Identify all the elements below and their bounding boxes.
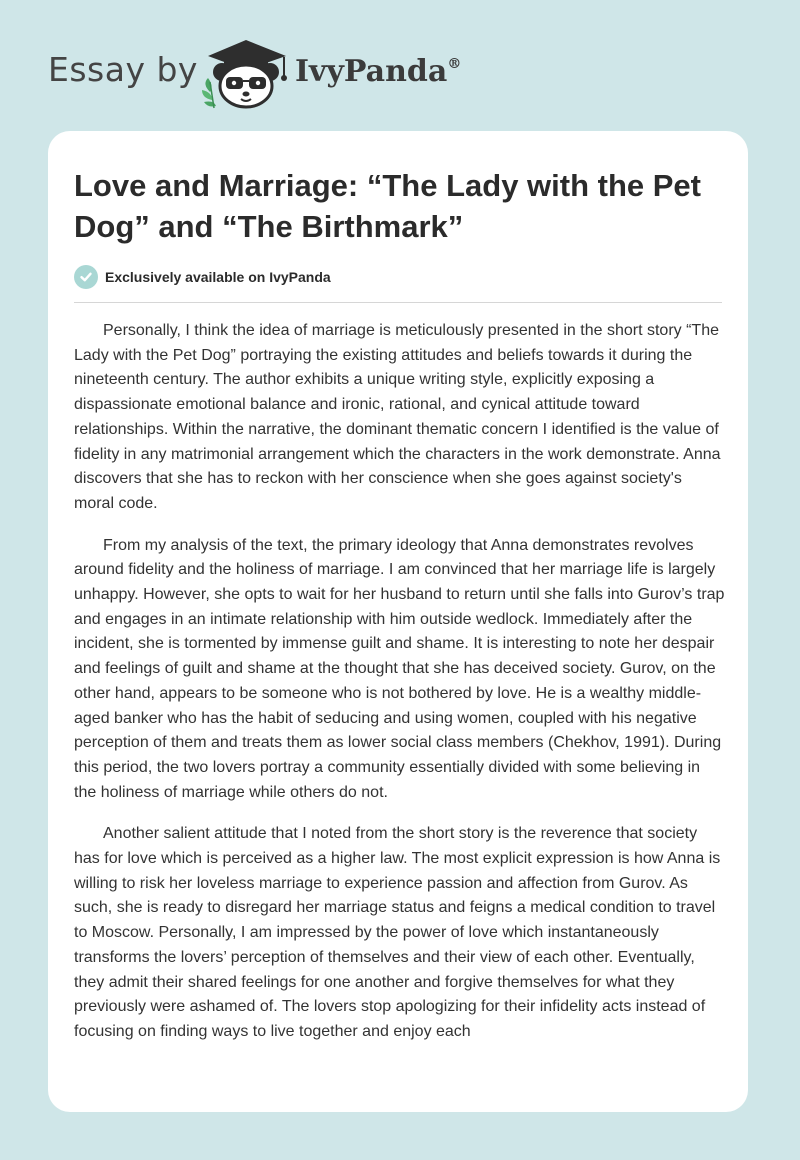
badge-label: Exclusively available on IvyPanda (105, 269, 331, 285)
essay-card (48, 131, 748, 1112)
paragraph: From my analysis of the text, the primary ideology that Anna demonstrates revolves around fidelity and the holiness of marriage. I am convinced that her marriage life is largely unhappy. However, she opts to wait for her husband to return until she falls into Gurov’s trap and engages in an intimate relationship with him outside wedlock. Immediately after the incident, she is tormented by immense guilt and shame. It is interesting to note her despair and feelings of guilt and shame at the thought that she has deceived society. Gurov, on the other hand, appears to be someone who is not bothered by love. He is a wealthy middle-aged banker who has the habit of seducing and using women, coupled with his negative perception of them and treats them as lower social class members (Chekhov, 1991). During this period, the two lovers portray a community essentially divided with some believing in the holiness of marriage while others do not. (74, 536, 725, 801)
trademark-symbol: ® (447, 56, 462, 72)
essay-by-label: Essay by (48, 50, 198, 89)
site-header (0, 0, 800, 120)
divider (74, 302, 722, 303)
page-title: Love and Marriage: “The Lady with the Pet Dog” and “The Birthmark” (74, 168, 701, 244)
panda-logo-icon (200, 36, 292, 110)
essay-body (74, 319, 726, 1062)
brand-name[interactable] (295, 54, 461, 89)
exclusive-badge (74, 264, 331, 290)
paragraph: Personally, I think the idea of marriage is meticulously presented in the short story “The Lady with the Pet Dog” portraying the existing attitudes and beliefs towards it during the nineteenth century. The author exhibits a unique writing style, explicitly exposing a dispassionate emotional balance and ironic, rational, and cynical attitude toward relationships. Within the narrative, the dominant thematic concern I identified is the value of fidelity in any matrimonial arrangement which the characters in the work demonstrate. Anna discovers that she has to reckon with her conscience when she goes against society's moral code. (74, 322, 721, 512)
check-icon (74, 265, 98, 289)
brand-text: IvyPanda (295, 54, 448, 89)
paragraph: Another salient attitude that I noted from the short story is the reverence that society has for love which is perceived as a higher law. The most explicit expression is how Anna is willing to risk her loveless marriage to experience passion and affection from Gurov. As such, she is ready to disregard her marriage status and feigns a medical condition to travel to Moscow. Personally, I am impressed by the power of love which instantaneously transforms the lovers’ perception of themselves and their view of each other. Eventually, they admit their shared feelings for one another and forgive themselves for what they previously were ashamed of. The lovers stop apologizing for their infidelity acts instead of focusing on finding ways to live together and enjoy each (74, 825, 721, 1040)
